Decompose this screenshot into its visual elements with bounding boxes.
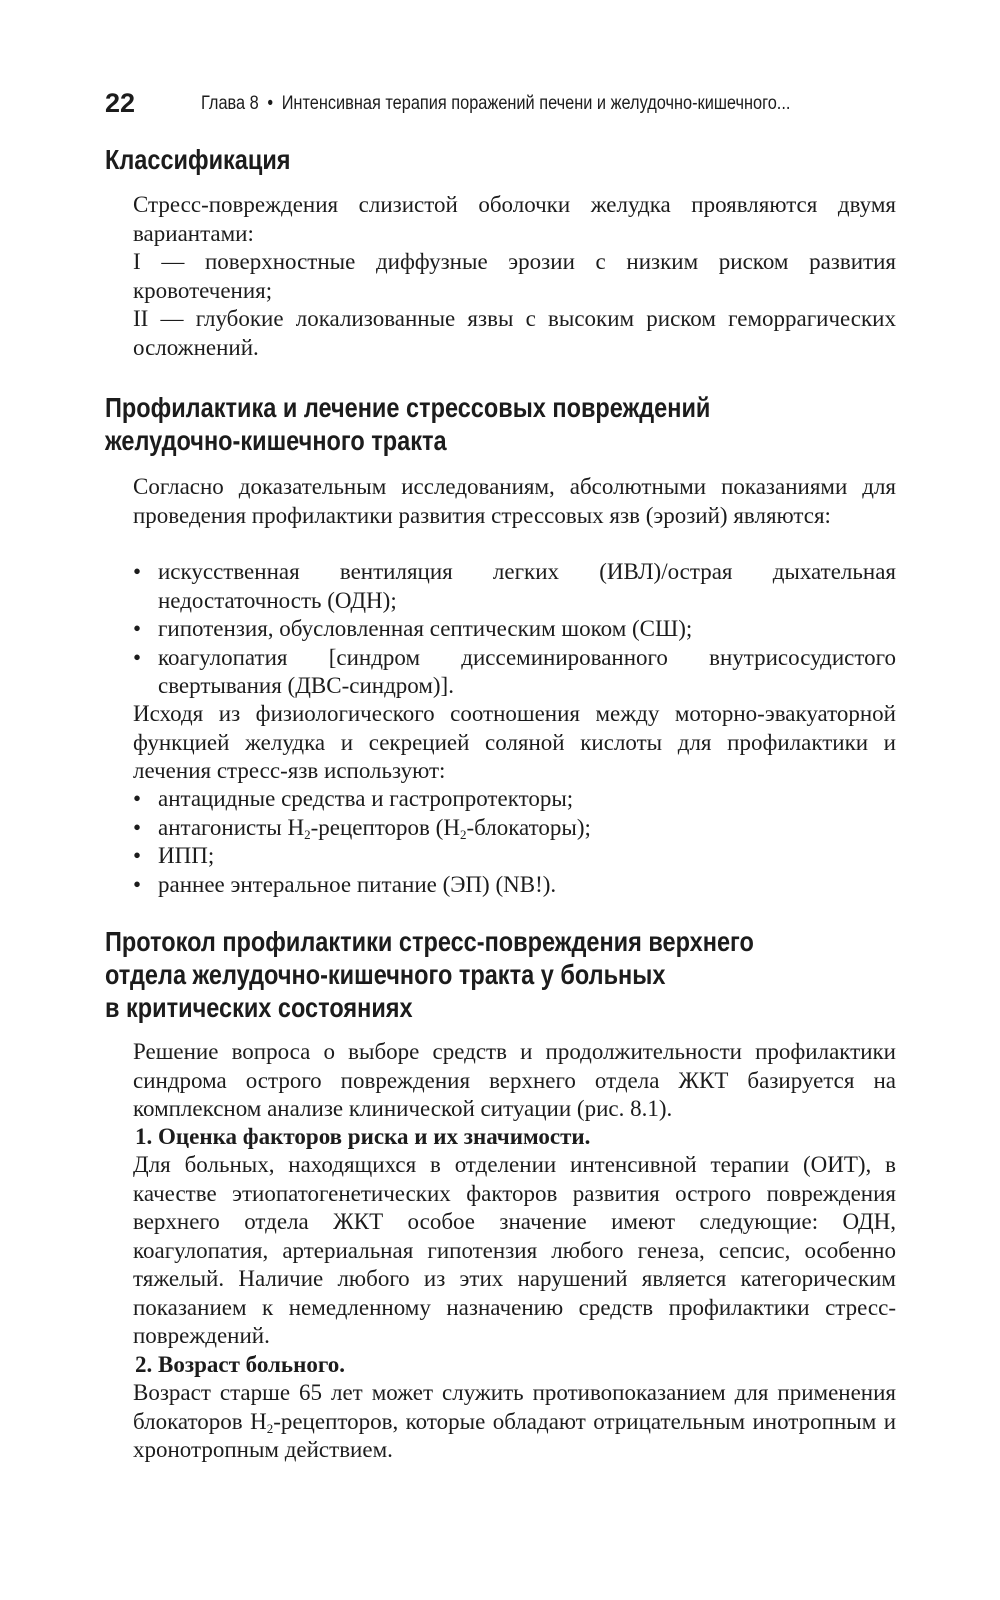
list-item: • коагулопатия [синдром диссеминированного внутрисосудистого свертывания (ДВС-синдром)].: [133, 644, 896, 701]
chapter-line: [201, 93, 790, 115]
treatment-list: [133, 785, 896, 899]
section-heading-prophylaxis: [105, 391, 710, 457]
subsection-title: 2. Возраст больного.: [135, 1352, 345, 1377]
list-item: • антацидные средства и гастропротекторы;: [133, 785, 896, 814]
heading-line: в критических состояниях: [105, 992, 413, 1023]
text-fragment: антагонисты H: [158, 814, 305, 840]
heading-line: Профилактика и лечение стрессовых повреждений: [105, 392, 711, 423]
paragraph: II — глубокие локализованные язвы с высоким риском геморрагических осложнений.: [133, 306, 896, 360]
heading-line: Классификация: [105, 144, 291, 175]
heading-line: отдела желудочно-кишечного тракта у больных: [105, 959, 666, 990]
section-heading-protocol: [105, 925, 754, 1024]
paragraph: Решение вопроса о выборе средств и продолжительности профилактики синдрома острого повреждения верхнего отдела ЖКТ базируется на комплексном анализе клинической ситуации (рис. 8.1).: [133, 1039, 896, 1121]
subscript: 2: [266, 1420, 274, 1436]
chapter-title: Интенсивная терапия поражений печени и желудочно-кишечного...: [281, 93, 791, 114]
section-heading-classification: [105, 143, 291, 176]
paragraph: I — поверхностные диффузные эрозии с низким риском развития кровотечения;: [133, 249, 896, 303]
text-fragment: -рецепторов, которые обладают отрицательным инотропным и хронотропным действием.: [133, 1408, 896, 1462]
subscript: 2: [459, 826, 467, 842]
text-fragment: -рецепторов (H: [310, 814, 460, 840]
indications-list: [133, 558, 896, 701]
page-number: 22: [105, 88, 136, 118]
running-head: [105, 88, 925, 128]
list-item: [133, 814, 896, 843]
paragraph: Согласно доказательным исследованиям, абсолютными показаниями для проведения профилактики развития стрессовых язв (эрозий) являются:: [133, 474, 896, 528]
list-item: • искусственная вентиляция легких (ИВЛ)/острая дыхательная недостаточность (ОДН);: [133, 558, 896, 615]
subsection-title: 1. Оценка факторов риска и их значимости.: [135, 1124, 591, 1149]
list-item: • раннее энтеральное питание (ЭП) (NB!).: [133, 871, 896, 900]
list-item: • ИПП;: [133, 842, 896, 871]
paragraph: Для больных, находящихся в отделении интенсивной терапии (ОИТ), в качестве этиопатогенетических факторов развития острого повреждения верхнего отдела ЖКТ особое значение имеют следующие: ОДН, коагулопатия, артериальная гипотензия любого генеза, сепсис, особенно тяжелый. Наличие любого из этих нарушений является категорическим показанием к немедленному назначению средств профилактики стресс-повреждений.: [133, 1152, 896, 1348]
text-fragment: -блокаторы);: [466, 814, 591, 840]
paragraph: Исходя из физиологического соотношения между моторно-эвакуаторной функцией желудка и секрецией соляной кислоты для профилактики и лечения стресс-язв используют:: [133, 701, 896, 783]
subscript: 2: [304, 826, 311, 842]
heading-line: желудочно-кишечного тракта: [105, 425, 447, 456]
bullet-separator: •: [267, 93, 274, 114]
paragraph: Стресс-повреждения слизистой оболочки желудка проявляются двумя вариантами:: [133, 192, 896, 246]
paragraph: [133, 1379, 896, 1465]
text-fragment: Возраст старше 65 лет может служить противопоказанием для применения блокаторов H: [133, 1380, 896, 1434]
heading-line: Протокол профилактики стресс-повреждения верхнего: [105, 926, 754, 957]
list-item: • гипотензия, обусловленная септическим шоком (СШ);: [133, 615, 896, 644]
chapter-label: Глава 8: [201, 93, 259, 114]
